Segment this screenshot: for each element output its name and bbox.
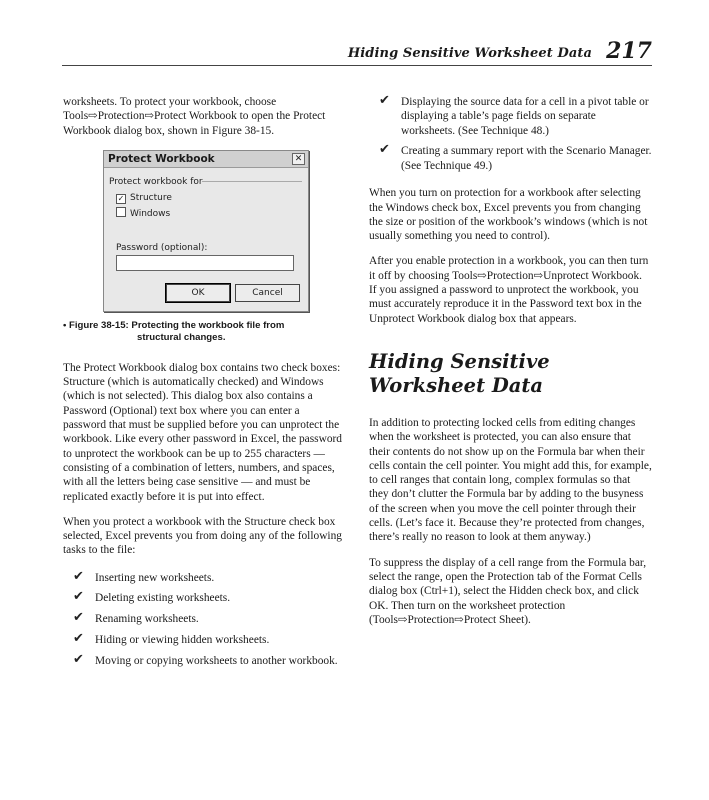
running-title: Hiding Sensitive Worksheet Data [347,46,592,61]
windows-task-list [369,95,652,173]
protect-workbook-dialog [103,150,309,312]
list-item-text: Renaming worksheets. [95,613,199,626]
list-item-text: Moving or copying worksheets to another workbook. [95,654,338,667]
check-icon: ✔ [73,610,84,626]
dialog-titlebar [104,151,308,168]
list-item [63,651,345,668]
left-column [63,95,345,674]
caption-text-2: structural changes. [137,331,226,343]
structure-checkbox[interactable] [116,191,172,205]
list-item [63,568,345,585]
windows-label: Windows [130,208,171,219]
body-paragraph: The Protect Workbook dialog box contains two check boxes: Structure (which is automatically checked) and Windows (which is not selected). This dialog box also contains a Password (Optional) text box where you can enter a password that must be supplied before you can unprotect the workbook. Like every other password in Excel, the password to unprotect the workbook can be up to 255 characters — consisting of a combination of letters, numbers, and spaces, with all the letters being case sensitive — and must be replicated exactly before it is put into effect. [63,361,342,503]
section-heading [369,350,652,398]
page-number: 217 [606,38,652,64]
header-rule [62,65,652,66]
password-input[interactable] [116,255,294,271]
caption-text-1: Protecting the workbook file from [131,319,285,331]
heading-line-1: Hiding Sensitive [369,349,550,373]
check-icon: ✔ [379,93,390,108]
structure-label: Structure [130,192,172,203]
close-icon[interactable]: ✕ [292,153,305,165]
check-icon: ✔ [379,142,390,158]
list-item [63,630,345,647]
right-column [369,95,652,627]
list-item-text: Creating a summary report with the Scenario Manager. (See Technique 49.) [401,145,652,172]
list-item-text: Deleting existing worksheets. [95,592,231,605]
checkbox-unchecked-icon [116,207,126,217]
caption-label: • Figure 38-15: [63,319,129,331]
list-item-text: Inserting new worksheets. [95,571,215,584]
ok-button[interactable]: OK [166,284,230,302]
checkbox-checked-icon: ✓ [117,193,125,203]
body-paragraph: To suppress the display of a cell range from the Formula bar, select the range, open the Protection tab of the Format Cells dialog box (Ctrl+1), select the Hidden check box, and click OK. Then turn on the worksheet protection (Tools⇨Protection⇨Protect Sheet). [369,556,647,626]
list-item [63,591,345,605]
check-icon: ✔ [73,651,84,667]
check-icon: ✔ [73,630,84,646]
windows-checkbox[interactable] [116,207,170,221]
password-label: Password (optional): [116,242,208,253]
list-item-text: Hiding or viewing hidden worksheets. [95,633,270,646]
body-paragraph: After you enable protection in a workbook, you can then turn it off by choosing Tools⇨Protection⇨Unprotect Workbook. If you assigned a password to unprotect the workbook, you must accurately reproduce it in the Password text box in the Unprotect Workbook dialog box that appears. [369,255,649,325]
body-paragraph: When you protect a workbook with the Structure check box selected, Excel prevents you from doing any of the following tasks to the file: [63,515,342,557]
group-label: Protect workbook for [109,176,203,187]
list-item [63,612,345,626]
dialog-title: Protect Workbook [108,152,215,165]
heading-line-2: Worksheet Data [369,373,544,397]
group-divider [202,181,302,182]
body-paragraph: When you turn on protection for a workbook after selecting the Windows check box, Excel prevents you from changing the size or position of the workbook’s windows (which is not usually something you need to control). [369,187,648,243]
check-icon: ✔ [73,568,84,584]
list-item [369,144,652,173]
check-icon: ✔ [73,589,84,605]
running-head [0,34,652,68]
body-paragraph: In addition to protecting locked cells from editing changes when the worksheet is protected, you can also ensure that their contents do not show up on the Formula bar when their cells contain the cell pointer. You might add this, for example, to cell ranges that contain long, complex formulas so that they don’t clutter the Formula bar by adding to the busyness of the screen when you move the cell pointer through their cells. (Let’s face it. Because they’re protected from changes, there’s really no reason to look at them anyway.) [369,416,652,544]
intro-paragraph: worksheets. To protect your workbook, choose Tools⇨Protection⇨Protect Workbook to open the Protect Workbook dialog box, shown in Figure 38-15. [63,96,326,137]
figure-caption [63,320,345,344]
list-item [369,95,652,138]
cancel-button[interactable]: Cancel [235,284,300,302]
list-item-text: Displaying the source data for a cell in a pivot table or displaying a table’s page fields on separate worksheets. (See Technique 48.) [401,96,649,137]
structure-task-list [63,568,345,668]
